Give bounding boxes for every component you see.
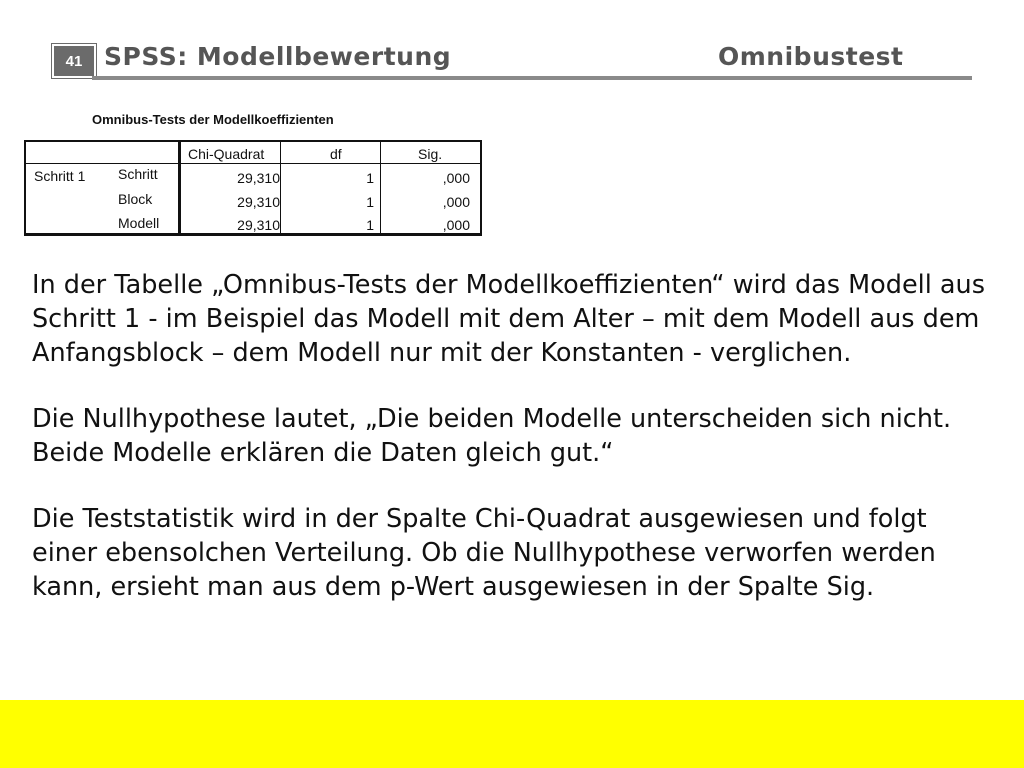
explanation-text [32, 268, 992, 636]
cell-chi-quadrat: 29,310 [237, 194, 280, 210]
paragraph-test-statistic: Die Teststatistik wird in der Spalte Chi-Quadrat ausgewiesen und folgt einer ebensolchen Verteilung. Ob die Nullhypothese verworfen werden kann, ersieht man aus dem p-Wert ausgewiesen in der Spalte Sig. [32, 504, 936, 602]
header-separator [24, 163, 482, 164]
column-divider-2 [380, 140, 381, 236]
cell-df: 1 [366, 170, 374, 186]
column-header-chi-quadrat: Chi-Quadrat [188, 146, 265, 162]
slide-title: SPSS: Modellbewertung [104, 42, 452, 71]
paragraph-null-hypothesis: Die Nullhypothese lautet, „Die beiden Modelle unterscheiden sich nicht. Beide Modelle erklären die Daten gleich gut.“ [32, 404, 952, 468]
column-header-df: df [330, 146, 342, 162]
table-left-border [24, 140, 26, 236]
table-bottom-border [24, 233, 482, 236]
cell-sig: ,000 [442, 170, 470, 186]
cell-df: 1 [366, 194, 374, 210]
table-right-border [480, 140, 482, 236]
page-number-badge: 41 [52, 44, 96, 78]
column-header-sig: Sig. [418, 146, 443, 162]
cell-chi-quadrat: 29,310 [237, 217, 280, 233]
cell-df: 1 [366, 217, 374, 233]
table-caption: Omnibus-Tests der Modellkoeffizienten [92, 112, 334, 127]
table-top-border [24, 140, 482, 142]
cell-chi-quadrat: 29,310 [237, 170, 280, 186]
row-label: Schritt [118, 166, 158, 182]
paragraph-table-description: In der Tabelle „Omnibus-Tests der Modellkoeffizienten“ wird das Modell aus Schritt 1 - im Beispiel das Modell mit dem Alter – mit dem Modell aus dem Anfangsblock – dem Modell nur mit der Konstanten - verglichen. [32, 270, 985, 368]
cell-sig: ,000 [442, 194, 470, 210]
column-divider-1 [280, 140, 281, 236]
cell-sig: ,000 [442, 217, 470, 233]
label-column-divider [178, 140, 181, 236]
omnibus-table [24, 140, 482, 236]
slide-topic: Omnibustest [718, 42, 904, 71]
header-divider [92, 76, 972, 80]
row-label: Modell [118, 215, 160, 231]
footer-bar [0, 700, 1024, 768]
row-label: Block [118, 191, 153, 207]
slide-header [0, 0, 1024, 90]
step-label: Schritt 1 [34, 168, 86, 184]
